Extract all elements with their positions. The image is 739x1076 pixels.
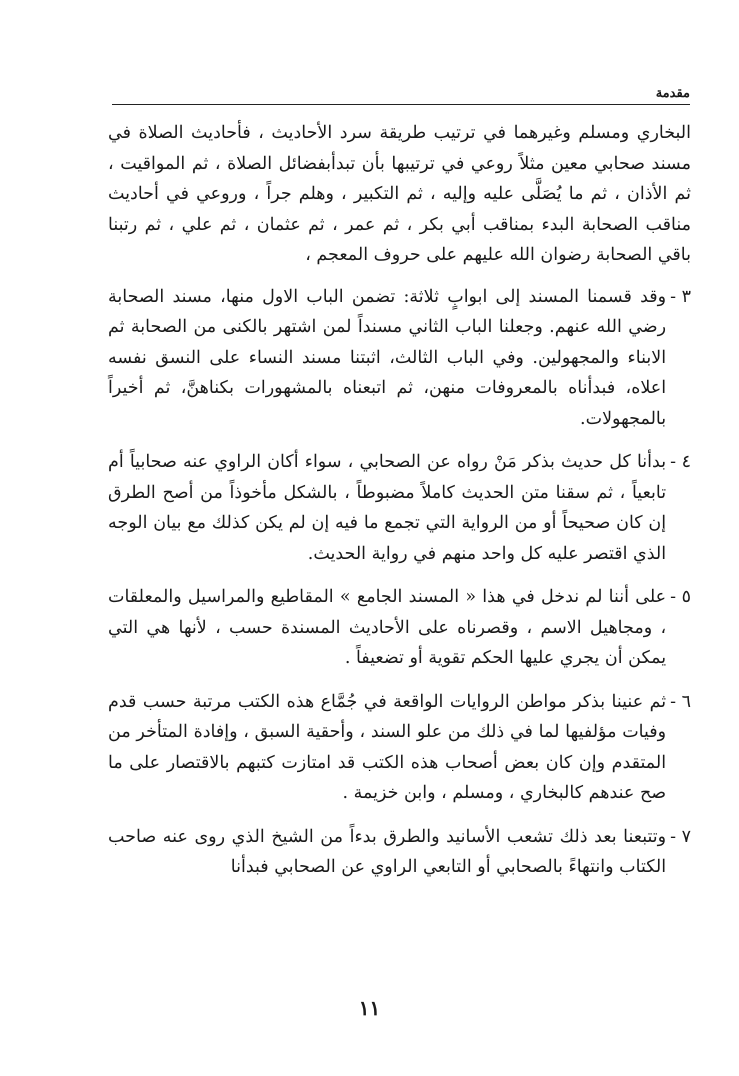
item-text: وقد قسمنا المسند إلى ابوابٍ ثلاثة: تضمن الباب الاول منها، مسند الصحابة رضي الله عنهم. وجعلنا الباب الثاني مسنداً لمن اشتهر بالكنى من الصحابة ثم الابناء والمجهولين. وفي الباب الثالث، اثبتنا مسند النساء على النسق نفسه اعلاه، فبدأناه بالمعروفات منهن، ثم اتبعناه بالمشهورات بكناهنَّ، ثم أخيراً بالمجهولات.: [108, 286, 667, 429]
page-body: [108, 118, 691, 896]
item-text: بدأنا كل حديث بذكر مَنْ رواه عن الصحابي ، سواء أكان الراوي عنه صحابياً أم تابعياً ، ثم سقنا متن الحديث كاملاً مضبوطاً ، بالشكل مأخوذاً من أصح الطرق إن كان صحيحاً أو من الرواية التي تجمع ما فيه إن لم يكن كذلك مع بيان الوجه الذي اقتصر عليه كل واحد منهم في رواية الحديث.: [108, 452, 667, 564]
page-number: ١١: [358, 996, 381, 1020]
item-text: وتتبعنا بعد ذلك تشعب الأسانيد والطرق بدءاً من الشيخ الذي روى عنه صاحب الكتاب وانتهاءً بالصحابي أو التابعي الراوي عن الصحابي فبدأنا: [108, 826, 667, 877]
list-item: [108, 282, 691, 435]
list-item: [108, 447, 691, 569]
list-item: [108, 822, 691, 883]
item-number: ٣ -: [670, 286, 691, 307]
list-item: [108, 687, 691, 809]
item-number: ٥ -: [670, 587, 691, 607]
item-number: ٦ -: [670, 691, 691, 712]
item-number: ٤ -: [670, 452, 691, 472]
item-text: ثم عنينا بذكر مواطن الروايات الواقعة في جُمَّاع هذه الكتب مرتبة حسب قدم وفيات مؤلفيها لما في ذلك من علو السند ، وأحقية السبق ، وإفادة المتأخر من المتقدم وإن كان بعض أصحاب هذه الكتب قد امتازت كتبهم بالاقتصار على ما صح عندهم كالبخاري ، ومسلم ، وابن خزيمة .: [108, 691, 667, 803]
item-number: ٧ -: [670, 826, 691, 847]
intro-paragraph: البخاري ومسلم وغيرهما في ترتيب طريقة سرد الأحاديث ، فأحاديث الصلاة في مسند صحابي معين مثلاً روعي في ترتيبها بأن تبدأبفضائل الصلاة ، ثم المواقيت ، ثم الأذان ، ثم ما يُصَلَّى عليه وإليه ، ثم التكبير ، وهلم جراً ، وروعي في أحاديث مناقب الصحابة البدء بمناقب أبي بكر ، ثم عمر ، ثم عثمان ، ثم علي ، ثم رتبنا باقي الصحابة رضوان الله عليهم على حروف المعجم ،: [108, 123, 691, 265]
page-header: [112, 82, 690, 105]
header-title: مقدمة: [655, 86, 690, 101]
list-item: [108, 582, 691, 674]
item-text: على أننا لم ندخل في هذا « المسند الجامع » المقاطيع والمراسيل والمعلقات ، ومجاهيل الاسم ، وقصرناه على الأحاديث المسندة حسب ، لأنها هي التي يمكن أن يجري عليها الحكم تقوية أو تضعيفاً .: [108, 587, 667, 668]
